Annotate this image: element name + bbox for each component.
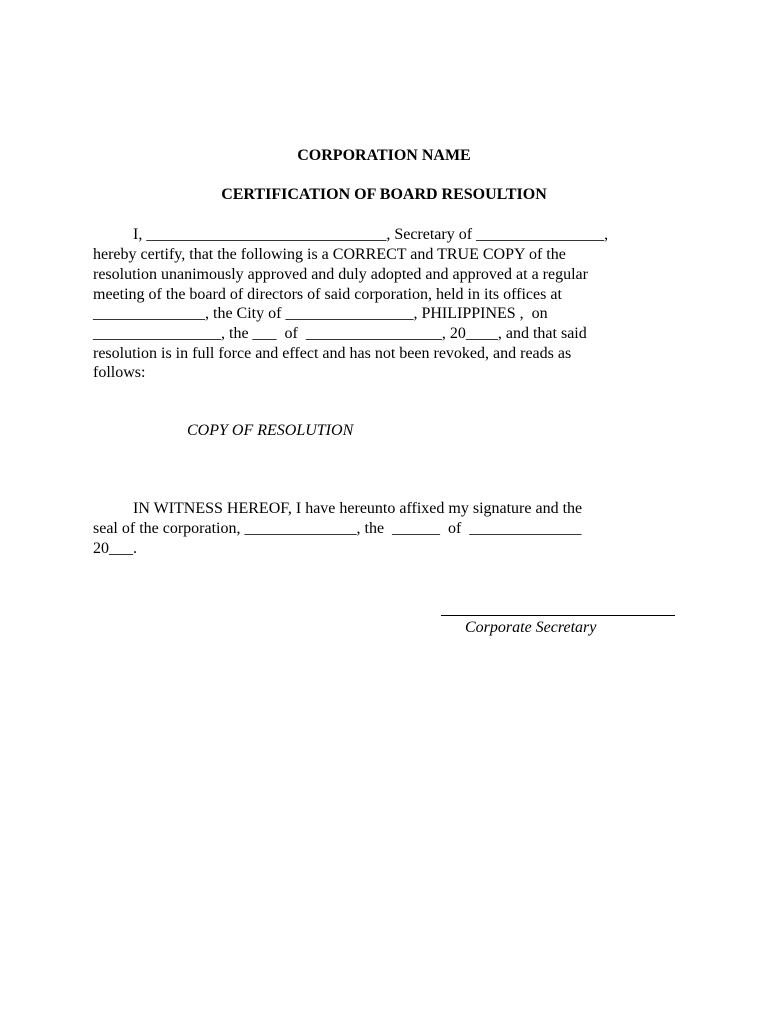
- paragraph-line: I, ______________________________, Secretary of ________________,: [93, 226, 609, 243]
- paragraph-line: ________________, the ___ of _________________, 20____, and that said: [93, 325, 587, 342]
- paragraph-line: follows:: [93, 364, 146, 381]
- signature-line: [441, 615, 675, 616]
- corporation-name-heading: CORPORATION NAME: [297, 147, 471, 164]
- signature-label: Corporate Secretary: [465, 619, 597, 636]
- paragraph-line: resolution is in full force and effect and has not been revoked, and reads as: [93, 345, 572, 362]
- paragraph-line: 20___.: [93, 540, 137, 557]
- paragraph-line: hereby certify, that the following is a CORRECT and TRUE COPY of the: [93, 246, 566, 263]
- paragraph-line: seal of the corporation, ______________, the ______ of ______________: [93, 520, 582, 537]
- paragraph-line: ______________, the City of ________________, PHILIPPINES , on: [93, 305, 548, 322]
- paragraph-line: meeting of the board of directors of said corporation, held in its offices at: [93, 286, 562, 303]
- certification-title: CERTIFICATION OF BOARD RESOULTION: [221, 186, 547, 203]
- copy-of-resolution-placeholder: COPY OF RESOLUTION: [187, 422, 354, 439]
- paragraph-line: resolution unanimously approved and duly adopted and approved at a regular: [93, 266, 588, 283]
- paragraph-line: IN WITNESS HEREOF, I have hereunto affixed my signature and the: [93, 500, 583, 517]
